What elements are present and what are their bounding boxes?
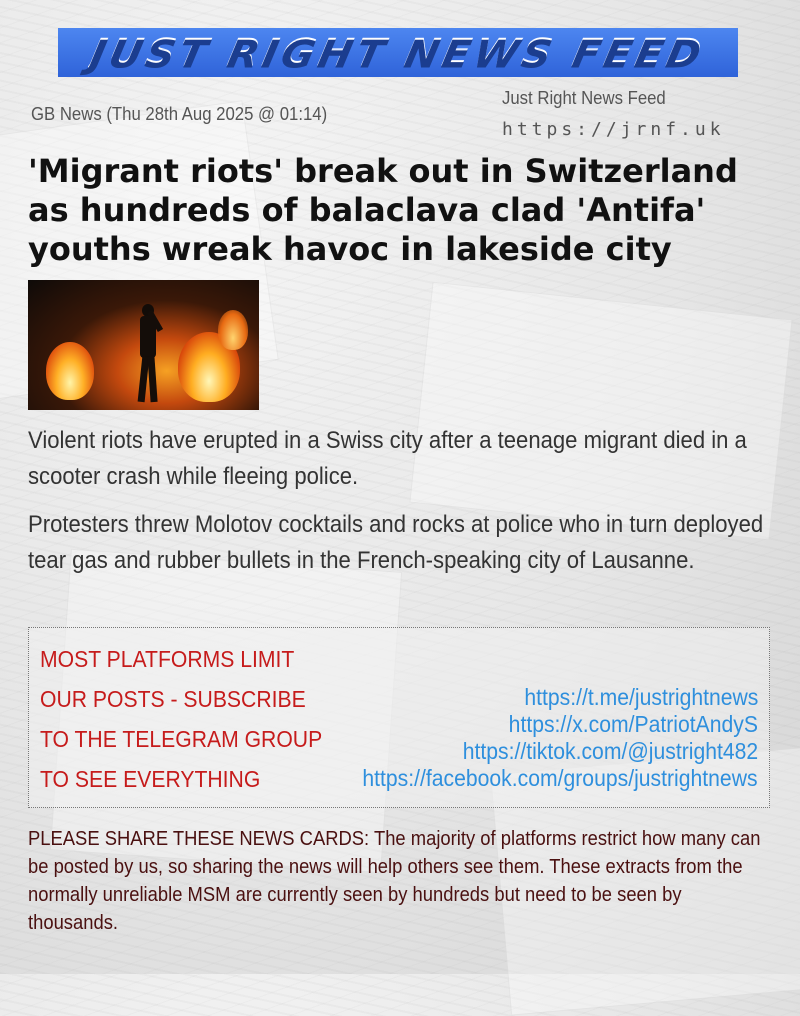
share-notice: PLEASE SHARE THESE NEWS CARDS: The majority of platforms restrict how many can be posted by us, so sharing the news will help others see them. These extracts from the normally unreliable MSM are currently seen by hundreds but need to be seen by thousands. <box>28 828 761 934</box>
masthead-title: JUST RIGHT NEWS FEED <box>86 30 710 75</box>
x-link[interactable]: https://x.com/PatriotAndyS <box>508 711 758 737</box>
subscribe-promo-box <box>28 627 770 808</box>
brand-name: Just Right News Feed <box>502 88 666 108</box>
telegram-link[interactable]: https://t.me/justrightnews <box>523 684 758 710</box>
facebook-link[interactable]: https://facebook.com/groups/justrightnews <box>362 765 758 791</box>
article-photo <box>28 280 259 410</box>
silhouette-figure <box>136 304 160 404</box>
background-newspaper <box>409 282 792 541</box>
article-paragraph: Violent riots have erupted in a Swiss city after a teenage migrant died in a scooter crash while fleeing police. <box>28 427 747 490</box>
fire-flame <box>218 310 248 350</box>
masthead-banner <box>58 28 738 77</box>
fire-flame <box>46 342 94 400</box>
article-paragraph: Protesters threw Molotov cocktails and rocks at police who in turn deployed tear gas and rubber bullets in the French-speaking city of Lausanne. <box>28 511 764 574</box>
promo-line: OUR POSTS - SUBSCRIBE <box>40 686 306 712</box>
source-dateline: GB News (Thu 28th Aug 2025 @ 01:14) <box>31 104 328 124</box>
promo-line: TO SEE EVERYTHING <box>40 766 261 792</box>
promo-line: MOST PLATFORMS LIMIT <box>40 646 295 672</box>
promo-line: TO THE TELEGRAM GROUP <box>40 726 323 752</box>
tiktok-link[interactable]: https://tiktok.com/@justright482 <box>462 738 758 764</box>
brand-url[interactable]: https://jrnf.uk <box>502 119 725 140</box>
article-headline: 'Migrant riots' break out in Switzerland as hundreds of balaclava clad 'Antifa' youths wreak havoc in lakeside city <box>28 152 738 268</box>
